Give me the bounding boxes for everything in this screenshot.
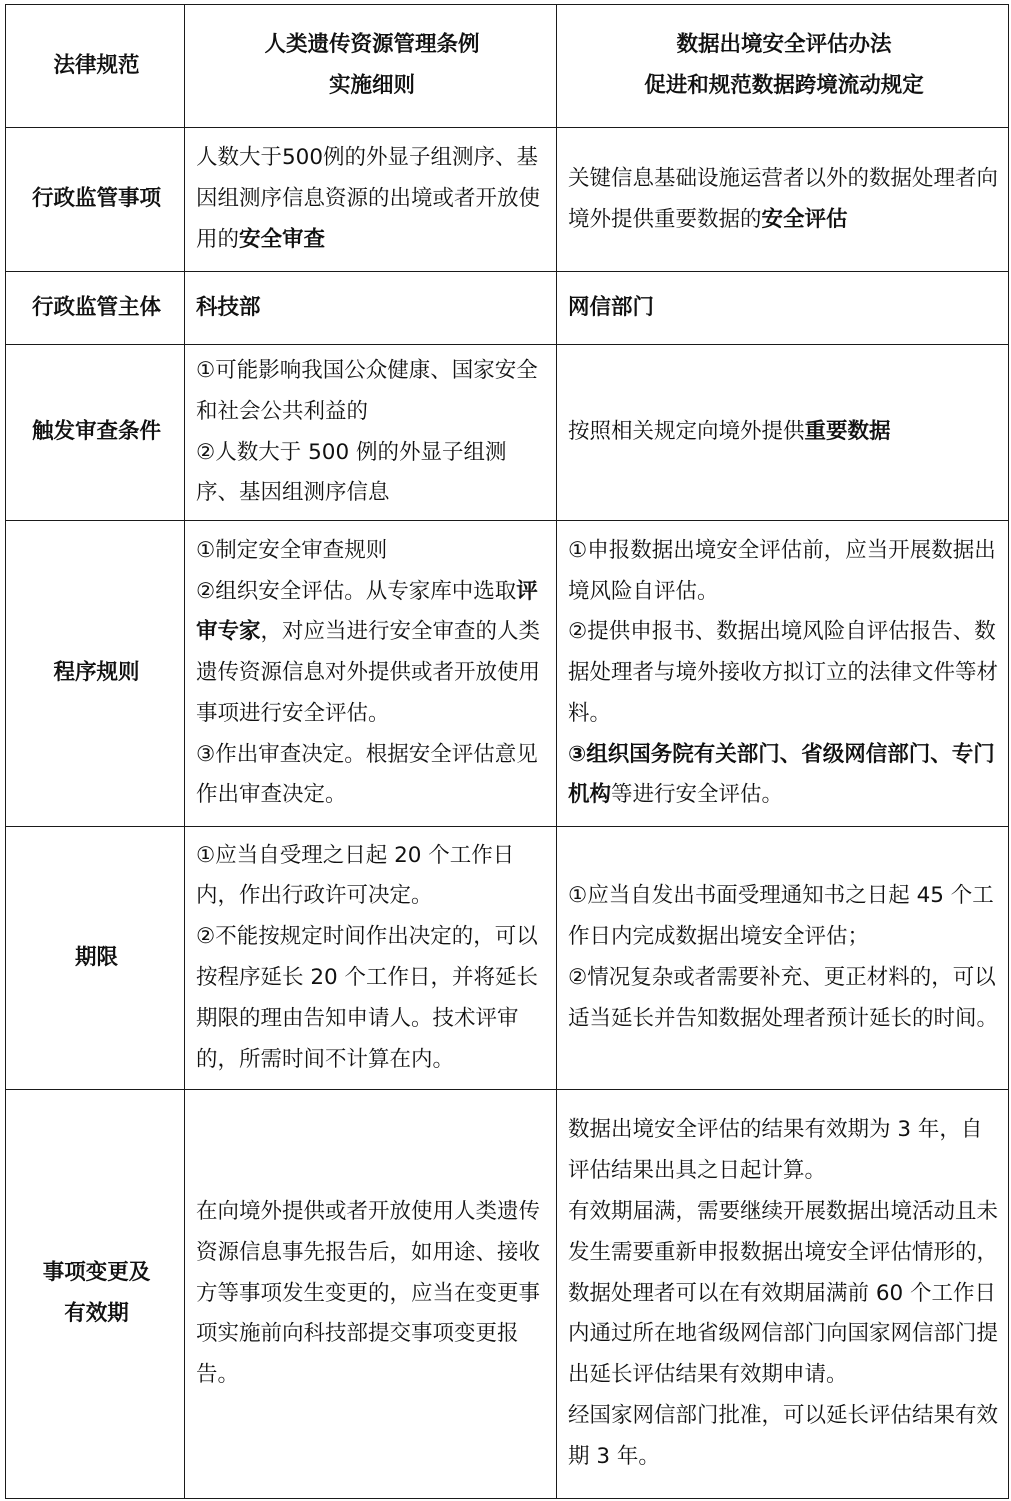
row-subject-col1-text: 科技部 (196, 294, 261, 320)
row-change-col2-p2: 有效期届满，需要继续开展数据出境活动且未发生需要重新申报数据出境安全评估情形的，数据处理者可以在有效期届满前 60 个工作日内通过所在地省级网信部门向国家网信部门提出延长评估结果有效期申请。 (568, 1199, 999, 1388)
row-deadline-col2-item1: ①应当自发出书面受理通知书之日起 45 个工作日内完成数据出境安全评估； (568, 883, 994, 950)
row-procedure-col1-item2-b: ，对应当进行安全审查的人类遗传资源信息对外提供或者开放使用事项进行安全评估。 (196, 619, 541, 726)
row-procedure-label: 程序规则 (6, 521, 185, 827)
row-procedure-col1-item1: ①制定安全审查规则 (196, 537, 388, 563)
row-change (6, 1090, 1009, 1499)
header-col2-line2: 促进和规范数据跨境流动规定 (644, 73, 924, 98)
row-deadline-col1-item1: ①应当自受理之日起 20 个工作日内，作出行政许可决定。 (196, 842, 515, 909)
row-procedure-col1-item3: ③作出审查决定。根据安全评估意见作出审查决定。 (196, 741, 538, 808)
row-change-label (6, 1090, 185, 1499)
row-trigger-col2-bold: 重要数据 (804, 419, 891, 445)
row-matter-col2-bold: 安全评估 (761, 206, 848, 232)
row-matter-col2-text: 关键信息基础设施运营者以外的数据处理者向境外提供重要数据的 (568, 165, 999, 232)
row-procedure-col1-item2 (196, 572, 548, 735)
row-procedure-col2-item3-bold: ③组织国务院有关部门、省级网信部门、专门机构 (568, 741, 995, 808)
row-change-col2-p3: 经国家网信部门批准，可以延长评估结果有效期 3 年。 (568, 1402, 999, 1469)
row-matter-col2 (557, 128, 1009, 272)
row-matter-col1 (185, 128, 557, 272)
row-trigger-col1-item2: ②人数大于 500 例的外显子组测序、基因组测序信息 (196, 439, 507, 506)
row-trigger (6, 345, 1009, 521)
row-trigger-col2 (557, 345, 1009, 521)
row-matter-label: 行政监管事项 (6, 128, 185, 272)
row-trigger-col1 (185, 345, 557, 521)
row-trigger-col2-text: 按照相关规定向境外提供 (568, 419, 805, 445)
row-matter-col1-bold: 安全审查 (239, 226, 326, 252)
row-procedure-col1 (185, 521, 557, 827)
header-col1 (185, 5, 557, 128)
row-deadline-col1-item2: ②不能按规定时间作出决定的，可以按程序延长 20 个工作日，并将延长期限的理由告知申请人。技术评审的，所需时间不计算在内。 (196, 924, 539, 1072)
header-col1-line1: 人类遗传资源管理条例 (264, 32, 480, 58)
row-subject-col2-text: 网信部门 (568, 294, 655, 320)
row-procedure-col2-item3 (568, 735, 1000, 817)
row-change-col1: 在向境外提供或者开放使用人类遗传资源信息事先报告后，如用途、接收方等事项发生变更的，应当在变更事项实施前向科技部提交事项变更报告。 (185, 1090, 557, 1499)
row-procedure-col1-item2-a: ②组织安全评估。从专家库中选取 (196, 578, 517, 604)
header-label: 法律规范 (6, 5, 185, 128)
row-subject-label: 行政监管主体 (6, 272, 185, 345)
row-trigger-label: 触发审查条件 (6, 345, 185, 521)
row-procedure-col1-item2-bold: 评审专家 (196, 578, 538, 645)
header-col2 (557, 5, 1009, 128)
row-subject-col1 (185, 272, 557, 345)
row-change-col2-p1: 数据出境安全评估的结果有效期为 3 年，自评估结果出具之日起计算。 (568, 1117, 983, 1184)
row-procedure-col2-item1: ①申报数据出境安全评估前，应当开展数据出境风险自评估。 (568, 537, 996, 604)
row-deadline-label: 期限 (6, 827, 185, 1090)
row-deadline-col2 (557, 827, 1009, 1090)
row-deadline (6, 827, 1009, 1090)
row-matter (6, 128, 1009, 272)
row-deadline-col2-item2: ②情况复杂或者需要补充、更正材料的，可以适当延长并告知数据处理者预计延长的时间。 (568, 965, 999, 1031)
row-procedure-col2-item3-b: 等进行安全评估。 (611, 782, 784, 808)
header-col2-line1: 数据出境安全评估办法 (676, 32, 892, 58)
row-deadline-col1 (185, 827, 557, 1090)
row-matter-col1-text: 人数大于500例的外显子组测序、基因组测序信息资源的出境或者开放使用的 (196, 145, 541, 252)
row-procedure-col2 (557, 521, 1009, 827)
row-change-label-line1: 事项变更及 (42, 1260, 151, 1286)
row-change-col2 (557, 1090, 1009, 1499)
header-row (6, 5, 1009, 128)
row-procedure-col2-item2: ②提供申报书、数据出境风险自评估报告、数据处理者与境外接收方拟订立的法律文件等材料。 (568, 619, 999, 726)
header-col1-line2: 实施细则 (328, 73, 415, 98)
row-subject (6, 272, 1009, 345)
row-trigger-col1-item1: ①可能影响我国公众健康、国家安全和社会公共利益的 (196, 357, 538, 424)
comparison-table (5, 4, 1009, 1499)
row-change-label-line2: 有效期 (64, 1301, 129, 1326)
row-procedure (6, 521, 1009, 827)
row-subject-col2 (557, 272, 1009, 345)
